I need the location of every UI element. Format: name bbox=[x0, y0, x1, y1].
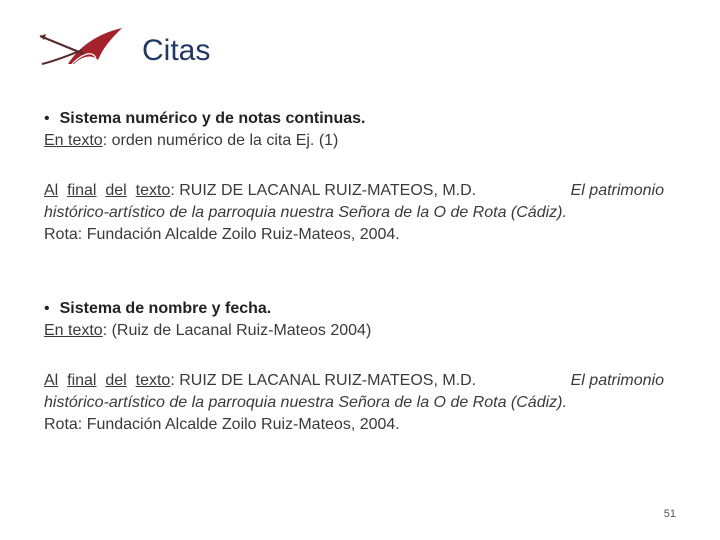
reference-line-1 bbox=[44, 180, 664, 202]
final-label: final bbox=[67, 372, 97, 389]
in-text-line bbox=[44, 130, 664, 152]
en-texto-label: En texto bbox=[44, 322, 103, 339]
texto-label: texto bbox=[135, 372, 171, 389]
reference-line-1 bbox=[44, 370, 664, 392]
section-numeric bbox=[44, 108, 664, 152]
reference-1 bbox=[44, 180, 664, 246]
reference-title-cont: histórico-artístico de la parroquia nuestra Señora de la O de Rota (Cádiz). bbox=[44, 204, 567, 221]
final-label: final bbox=[67, 182, 97, 199]
texto-label: texto bbox=[135, 182, 171, 199]
del-label: del bbox=[105, 372, 127, 389]
del-label: del bbox=[105, 182, 127, 199]
al-label: Al bbox=[44, 182, 59, 199]
reference-2 bbox=[44, 370, 664, 436]
al-label: Al bbox=[44, 372, 59, 389]
quill-logo-icon bbox=[38, 24, 124, 72]
en-texto-label: En texto bbox=[44, 132, 103, 149]
reference-publisher: Rota: Fundación Alcalde Zoilo Ruiz-Mateos, 2004. bbox=[44, 416, 400, 433]
slide-title: Citas bbox=[142, 34, 211, 67]
reference-title-start: El patrimonio bbox=[570, 372, 664, 389]
bullet-icon: • bbox=[44, 110, 50, 127]
bullet-text: Sistema de nombre y fecha. bbox=[59, 300, 272, 317]
bullet-heading bbox=[44, 298, 664, 320]
reference-publisher: Rota: Fundación Alcalde Zoilo Ruiz-Mateos, 2004. bbox=[44, 226, 400, 243]
reference-title-cont: histórico-artístico de la parroquia nuestra Señora de la O de Rota (Cádiz). bbox=[44, 394, 567, 411]
reference-author: : RUIZ DE LACANAL RUIZ-MATEOS, M.D. bbox=[170, 372, 477, 389]
section-author-date bbox=[44, 298, 664, 342]
bullet-icon: • bbox=[44, 300, 50, 317]
reference-title-start: El patrimonio bbox=[570, 182, 664, 199]
bullet-text: Sistema numérico y de notas continuas. bbox=[59, 110, 366, 127]
page-number: 51 bbox=[663, 508, 676, 520]
in-text-line bbox=[44, 320, 664, 342]
en-texto-rest: : (Ruiz de Lacanal Ruiz-Mateos 2004) bbox=[102, 322, 372, 339]
reference-author: : RUIZ DE LACANAL RUIZ-MATEOS, M.D. bbox=[170, 182, 477, 199]
bullet-heading bbox=[44, 108, 664, 130]
en-texto-rest: : orden numérico de la cita Ej. (1) bbox=[102, 132, 339, 149]
